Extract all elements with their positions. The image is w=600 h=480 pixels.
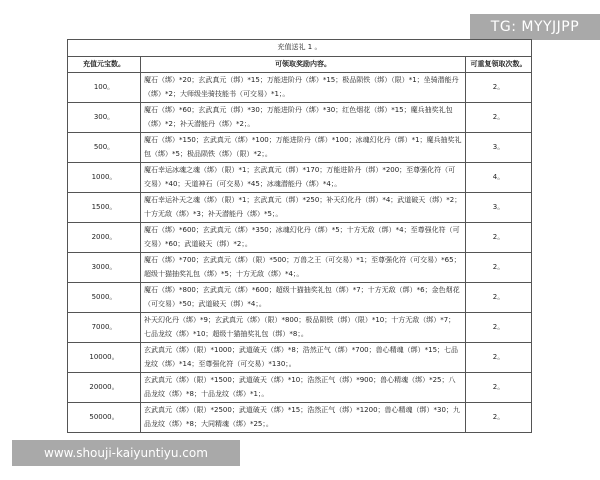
times-cell: 2。: [466, 283, 532, 313]
amount-cell: 50000。: [68, 403, 141, 433]
content-cell: 魔石（绑）*700；玄武真元（绑）（限）*500；万兽之王（可交易）*1；至尊强化符（可交易）*65；超级十猫抽奖礼包（绑）*5；十方无敌（绑）*4；。: [141, 253, 466, 283]
amount-cell: 20000。: [68, 373, 141, 403]
times-cell: 2。: [466, 403, 532, 433]
content-cell: 魔石幸运冰魂之魂（绑）（限）*1；玄武真元（绑）*170；万能进阶丹（绑）*200；至尊强化符（可交易）*40；天道神石（可交易）*45；冰魂潜能丹（绑）*4；。: [141, 163, 466, 193]
table-row: [68, 283, 532, 313]
times-cell: 2。: [466, 313, 532, 343]
content-cell: 玄武真元（绑）（限）*2500；武道破天（绑）*15；浩然正气（绑）*1200；兽心精魂（绑）*30；九品龙纹（绑）*8；大同精魂（绑）*25；。: [141, 403, 466, 433]
content-cell: 魔石（绑）*60；玄武真元（绑）*30；万能进阶丹（绑）*30；红色烟花（绑）*15；魔兵抽奖礼包（绑）*2；补天潜能丹（绑）*2；。: [141, 103, 466, 133]
table-row: [68, 403, 532, 433]
recharge-reward-table: [67, 39, 532, 433]
content-cell: 魔石（绑）*20；玄武真元（绑）*15；万能进阶丹（绑）*15；极品陨铁（绑）（限）*1；坐骑潜能丹（绑）*2；大师级坐骑技能书（可交易）*1；。: [141, 73, 466, 103]
table-caption-row: [68, 40, 532, 57]
content-cell: 魔石（绑）*800；玄武真元（绑）*600；超级十猫抽奖礼包（绑）*7；十方无敌（绑）*6；金色烟花（可交易）*50；武道破天（绑）*4；。: [141, 283, 466, 313]
times-cell: 2。: [466, 343, 532, 373]
amount-cell: 5000。: [68, 283, 141, 313]
table-row: [68, 343, 532, 373]
table-row: [68, 313, 532, 343]
amount-cell: 1000。: [68, 163, 141, 193]
table-row: [68, 193, 532, 223]
times-cell: 2。: [466, 223, 532, 253]
times-cell: 3。: [466, 193, 532, 223]
content-cell: 魔石（绑）*150；玄武真元（绑）*100；万能进阶丹（绑）*100；冰魂幻化丹（绑）*1；魔兵抽奖礼包（绑）*5；极品陨铁（绑）（限）*2；。: [141, 133, 466, 163]
amount-cell: 100。: [68, 73, 141, 103]
content-cell: 补天幻化丹（绑）*9；玄武真元（绑）（限）*800；极品陨铁（绑）（限）*10；十方无敌（绑）*7；七品龙纹（绑）*10；超级十猫抽奖礼包（绑）*8；。: [141, 313, 466, 343]
content-cell: 玄武真元（绑）（限）*1500；武道破天（绑）*10；浩然正气（绑）*900；兽心精魂（绑）*25；八品龙纹（绑）*8；十品龙纹（绑）*1；。: [141, 373, 466, 403]
content-cell: 玄武真元（绑）（限）*1000；武道破天（绑）*8；浩然正气（绑）*700；兽心精魂（绑）*15；七品龙纹（绑）*14；至尊强化符（可交易）*130；。: [141, 343, 466, 373]
header-content: 可领取奖励内容。: [141, 57, 466, 73]
times-cell: 2。: [466, 253, 532, 283]
amount-cell: 500。: [68, 133, 141, 163]
table-caption: 充值送礼 1 。: [68, 40, 532, 57]
content-cell: 魔石幸运补天之魂（绑）（限）*1；玄武真元（绑）*250；补天幻化丹（绑）*4；武道破天（绑）*2；十方无敌（绑）*3；补天潜能丹（绑）*5；。: [141, 193, 466, 223]
times-cell: 3。: [466, 133, 532, 163]
table-row: [68, 253, 532, 283]
watermark-top: TG: MYYJJPP: [470, 14, 600, 40]
amount-cell: 3000。: [68, 253, 141, 283]
table-body: [68, 73, 532, 433]
table-row: [68, 103, 532, 133]
amount-cell: 7000。: [68, 313, 141, 343]
table-row: [68, 373, 532, 403]
amount-cell: 2000。: [68, 223, 141, 253]
table-row: [68, 73, 532, 103]
amount-cell: 300。: [68, 103, 141, 133]
times-cell: 4。: [466, 163, 532, 193]
times-cell: 2。: [466, 103, 532, 133]
amount-cell: 10000。: [68, 343, 141, 373]
table-row: [68, 223, 532, 253]
header-amount: 充值元宝数。: [68, 57, 141, 73]
table-row: [68, 163, 532, 193]
table-header-row: [68, 57, 532, 73]
header-times: 可重复领取次数。: [466, 57, 532, 73]
times-cell: 2。: [466, 373, 532, 403]
times-cell: 2。: [466, 73, 532, 103]
table-row: [68, 133, 532, 163]
watermark-bottom: www.shouji-kaiyuntiyu.com: [12, 440, 240, 466]
content-cell: 魔石（绑）*600；玄武真元（绑）*350；冰魂幻化丹（绑）*5；十方无敌（绑）*4；至尊强化符（可交易）*60；武道破天（绑）*2；。: [141, 223, 466, 253]
amount-cell: 1500。: [68, 193, 141, 223]
